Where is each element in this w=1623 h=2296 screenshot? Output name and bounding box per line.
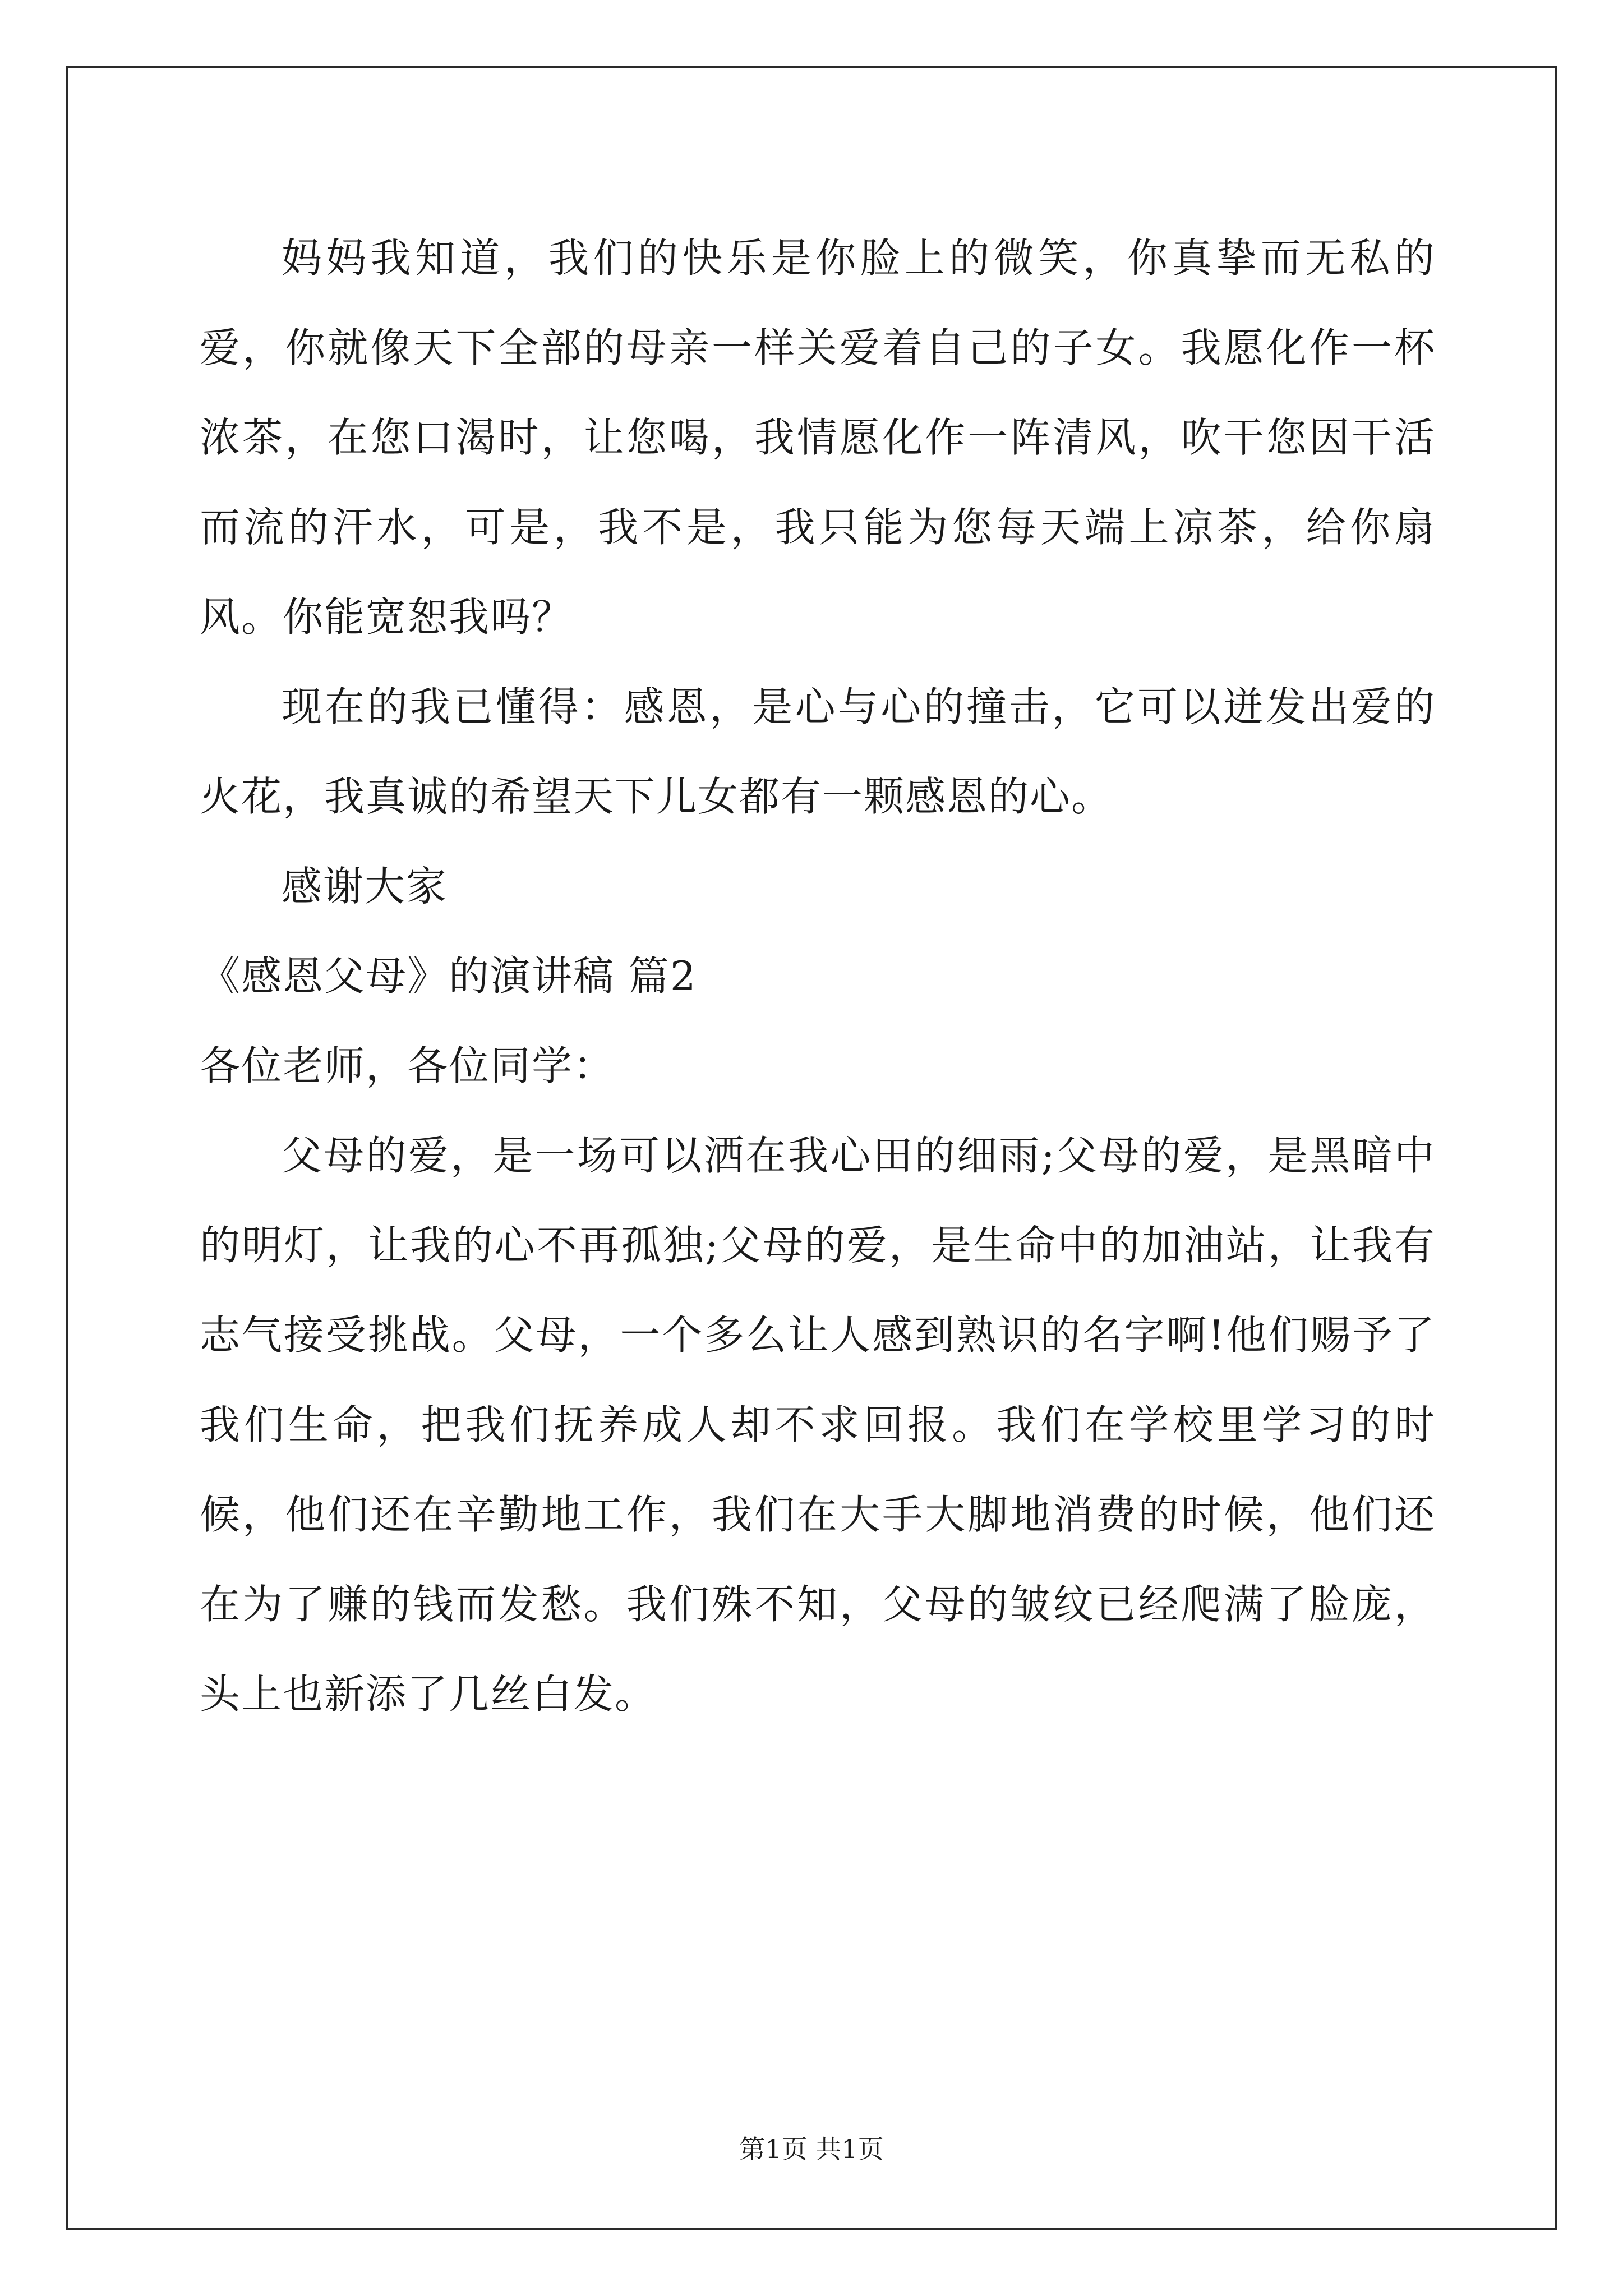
page-footer: 第1页 共1页 <box>739 2134 884 2164</box>
paragraph-gratitude: 现在的我已懂得：感恩，是心与心的撞击，它可以迸发出爱的火花，我真诚的希望天下儿女都有一颗感恩的心。 <box>200 683 1436 820</box>
paragraph-mother-love: 妈妈我知道，我们的快乐是你脸上的微笑，你真挚而无私的爱，你就像天下全部的母亲一样关爱着自己的子女。我愿化作一杯浓茶，在您口渴时，让您喝，我情愿化作一阵清风，吹干您因干活而流的汗水，可是，我不是，我只能为您每天端上凉茶，给你扇风。你能宽恕我吗？ <box>200 234 1436 641</box>
section-heading: 《感恩父母》的演讲稿 篇2 <box>200 953 697 1000</box>
document-body <box>200 213 1436 1739</box>
paragraph-thanks: 感谢大家 <box>282 863 448 910</box>
salutation: 各位老师，各位同学： <box>200 1042 615 1089</box>
paragraph-parents-love: 父母的爱，是一场可以洒在我心田的细雨;父母的爱，是黑暗中的明灯，让我的心不再孤独;父母的爱，是生命中的加油站，让我有志气接受挑战。父母，一个多么让人感到熟识的名字啊!他们赐予了我们生命，把我们抚养成人却不求回报。我们在学校里学习的时候，他们还在辛勤地工作，我们在大手大脚地消费的时候，他们还在为了赚的钱而发愁。我们殊不知，父母的皱纹已经爬满了脸庞，头上也新添了几丝白发。 <box>200 1132 1436 1718</box>
